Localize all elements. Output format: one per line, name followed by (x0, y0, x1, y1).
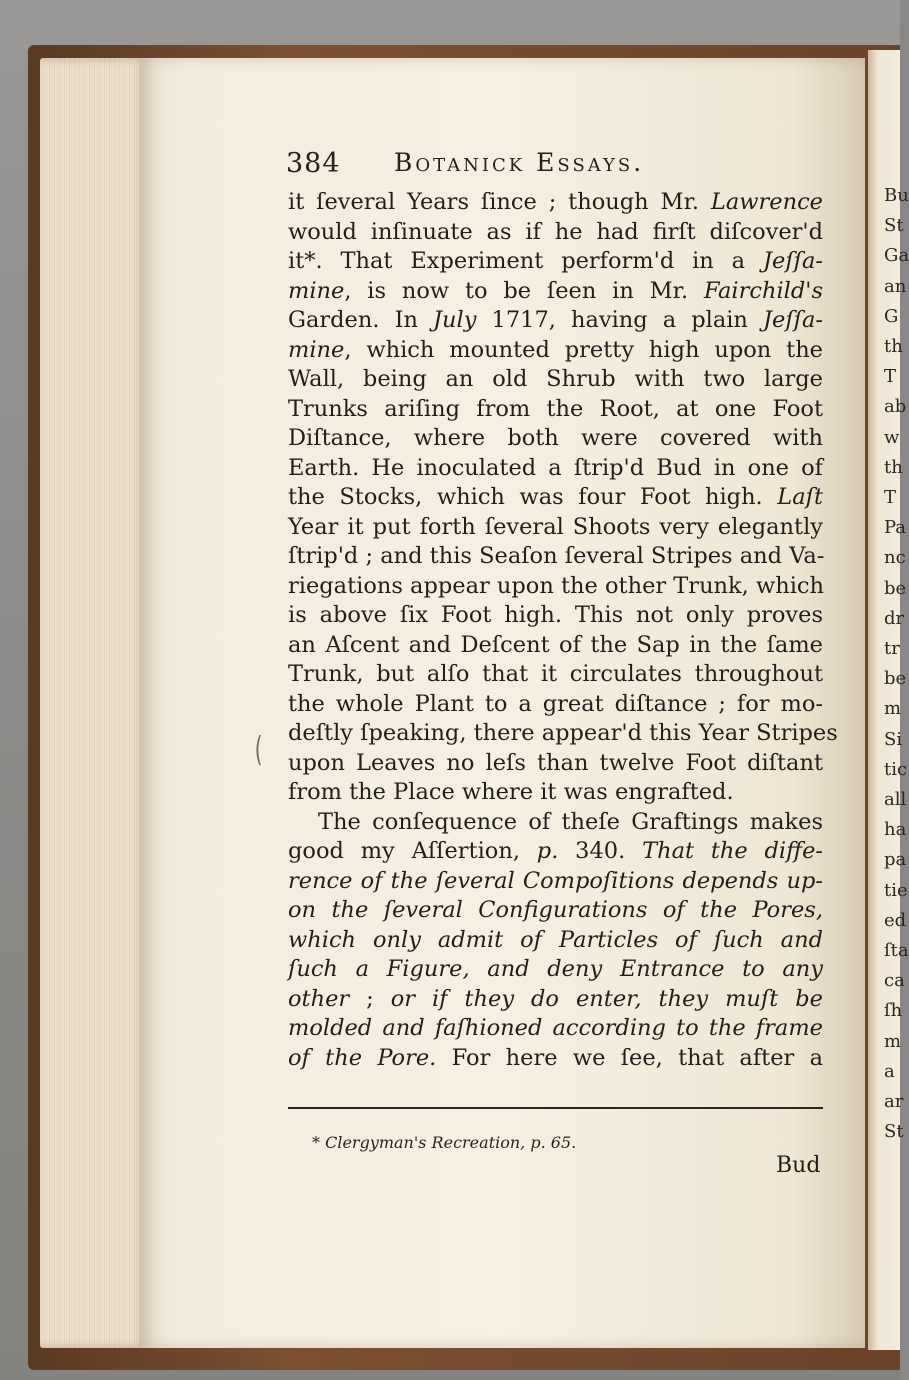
text-line (288, 749, 823, 779)
next-page-fragment: pa (884, 849, 907, 871)
next-page-fragment: ſta (884, 940, 909, 961)
roman-text: Garden. In (288, 307, 434, 333)
next-page-fragment: all (884, 789, 907, 810)
text-line (288, 572, 823, 602)
text-line (288, 395, 823, 425)
next-page-fragment: St (884, 1121, 904, 1143)
next-page-fragment: be (884, 577, 907, 599)
page-edges (40, 58, 148, 1348)
text-line (288, 1014, 823, 1044)
roman-text: deſtly ſpeaking, there appear'd this Year Stripes (288, 720, 838, 746)
next-page-fragment: tie (884, 879, 908, 901)
text-line (288, 808, 823, 838)
next-page-fragment: ca (884, 970, 905, 992)
text-line (288, 277, 823, 307)
text-line (288, 631, 823, 661)
italic-text: p. (536, 838, 559, 864)
next-page-fragment: dr (884, 607, 905, 629)
next-page-fragment: G (884, 305, 899, 327)
italic-text: mine (288, 336, 345, 363)
roman-text: it*. That Experiment perform'd in a (288, 248, 763, 274)
text-line (288, 218, 823, 248)
text-line (288, 985, 823, 1015)
roman-text: would inſinuate as if he had firſt diſcover'd (288, 218, 823, 245)
roman-text: it ſeveral Years ſince ; though Mr. (288, 189, 711, 215)
text-line (288, 719, 838, 749)
italic-text: other (288, 985, 350, 1012)
text-line (288, 955, 823, 985)
body-text (288, 188, 838, 1073)
next-page-fragment: St (884, 215, 904, 237)
text-line (288, 542, 823, 572)
text-line (288, 690, 823, 720)
italic-text: That the diffe- (642, 838, 823, 864)
next-page-fragment: tr (884, 638, 900, 659)
text-line (288, 188, 823, 218)
roman-text: ; (349, 985, 391, 1012)
text-line (288, 778, 823, 808)
text-line (288, 867, 823, 897)
footnote-rule (288, 1107, 823, 1109)
italic-text: on the ſeveral Configurations of the Pores, (288, 897, 823, 923)
roman-text: 1717, having a plain (476, 307, 763, 333)
next-page-fragment: tic (884, 758, 908, 780)
next-page-fragment: Bu (884, 185, 909, 206)
text-line (288, 336, 823, 366)
text-line (288, 601, 823, 631)
roman-text: the whole Plant to a great diſtance ; for mo- (288, 690, 823, 717)
italic-text: rence of the ſeveral Compoſitions depends up- (288, 867, 823, 894)
roman-text: , is now to be ſeen in Mr. (344, 277, 704, 304)
text-line (288, 660, 823, 690)
next-page-fragment: T (884, 366, 897, 388)
italic-text: ſuch a Figure, and deny Entrance to any (288, 956, 823, 982)
text-line (288, 454, 823, 484)
margin-mark: ( (254, 730, 263, 770)
next-page-fragment: m (884, 698, 902, 720)
roman-text: an Aſcent and Deſcent of the Sap in the ſame (288, 631, 823, 658)
roman-text: For here we ſee, that after a (436, 1044, 823, 1071)
catchword: Bud (776, 1153, 821, 1178)
roman-text: is above ſix Foot high. This not only proves (288, 602, 823, 628)
next-page-fragment: nc (884, 547, 906, 569)
roman-text: Year it put forth ſeveral Shoots very elegantly (288, 513, 823, 540)
footnote: * Clergyman's Recreation, p. 65. (312, 1133, 577, 1152)
italic-text: molded and faſhioned according to the frame (288, 1015, 823, 1041)
roman-text: Diſtance, where both were covered with (288, 425, 823, 451)
italic-text: which only admit of Particles of ſuch and (288, 926, 823, 953)
roman-text: 340. (558, 838, 643, 864)
running-head (286, 148, 846, 188)
next-page-fragment: Ga (884, 245, 909, 267)
running-head-title: Botanick Essays. (394, 148, 645, 177)
next-page-fragment: m (884, 1030, 902, 1052)
text-line (288, 247, 823, 277)
roman-text: Trunks ariſing from the Root, at one Foot (288, 395, 823, 422)
page-number: 384 (286, 148, 341, 179)
italic-text: July (433, 307, 477, 333)
next-page-fragment: ſh (884, 1000, 903, 1022)
text-line (288, 1044, 823, 1074)
roman-text: good my Aſſertion, (288, 838, 537, 864)
italic-text: Laſt (777, 484, 823, 510)
next-page-fragment: ha (884, 819, 907, 841)
next-page-fragment: a (884, 1060, 895, 1082)
roman-text: Wall, being an old Shrub with two large (288, 366, 823, 392)
italic-text: Jeſſa- (762, 248, 823, 274)
next-page-fragment: th (884, 456, 903, 478)
text-line (288, 483, 823, 513)
next-page-fragment: an (884, 275, 907, 297)
roman-text: The conſequence of theſe Graftings makes (318, 808, 823, 835)
roman-text: ſtrip'd ; and this Seaſon ſeveral Stripes and Va- (288, 543, 825, 569)
next-page-fragment: th (884, 336, 903, 357)
italic-text: or if they do enter, they muſt be (390, 985, 823, 1012)
italic-text: of the Pore. (288, 1044, 437, 1071)
roman-text: riegations appear upon the other Trunk, which (288, 572, 825, 599)
next-page-fragment: T (884, 487, 897, 508)
roman-text: Earth. He inoculated a ſtrip'd Bud in one of (288, 454, 823, 481)
italic-text: Lawrence (710, 189, 823, 215)
next-page-fragment: be (884, 668, 907, 690)
next-page-fragment: Pa (884, 517, 907, 539)
roman-text: upon Leaves no leſs than twelve Foot diſtant (288, 749, 823, 776)
text-line (288, 365, 823, 395)
text-line (288, 306, 823, 336)
text-line (288, 513, 823, 543)
text-line (288, 926, 823, 956)
roman-text: the Stocks, which was four Foot high. (288, 484, 778, 510)
italic-text: mine (288, 277, 345, 304)
text-line (288, 424, 823, 454)
roman-text: from the Place where it was engrafted. (288, 779, 734, 805)
next-page-fragment: w (884, 426, 900, 448)
roman-text: , which mounted pretty high upon the (344, 336, 823, 363)
text-line (288, 837, 823, 867)
next-page-edge (868, 50, 909, 1350)
next-page-fragment: ab (884, 396, 907, 418)
next-page-fragment: ar (884, 1091, 904, 1112)
text-line (288, 896, 823, 926)
next-page-fragment: Si (884, 728, 903, 750)
italic-text: Fairchild's (703, 277, 823, 304)
roman-text: Trunk, but alſo that it circulates throughout (288, 661, 823, 687)
italic-text: Jeſſa- (762, 307, 823, 333)
next-page-fragment: ed (884, 909, 907, 931)
